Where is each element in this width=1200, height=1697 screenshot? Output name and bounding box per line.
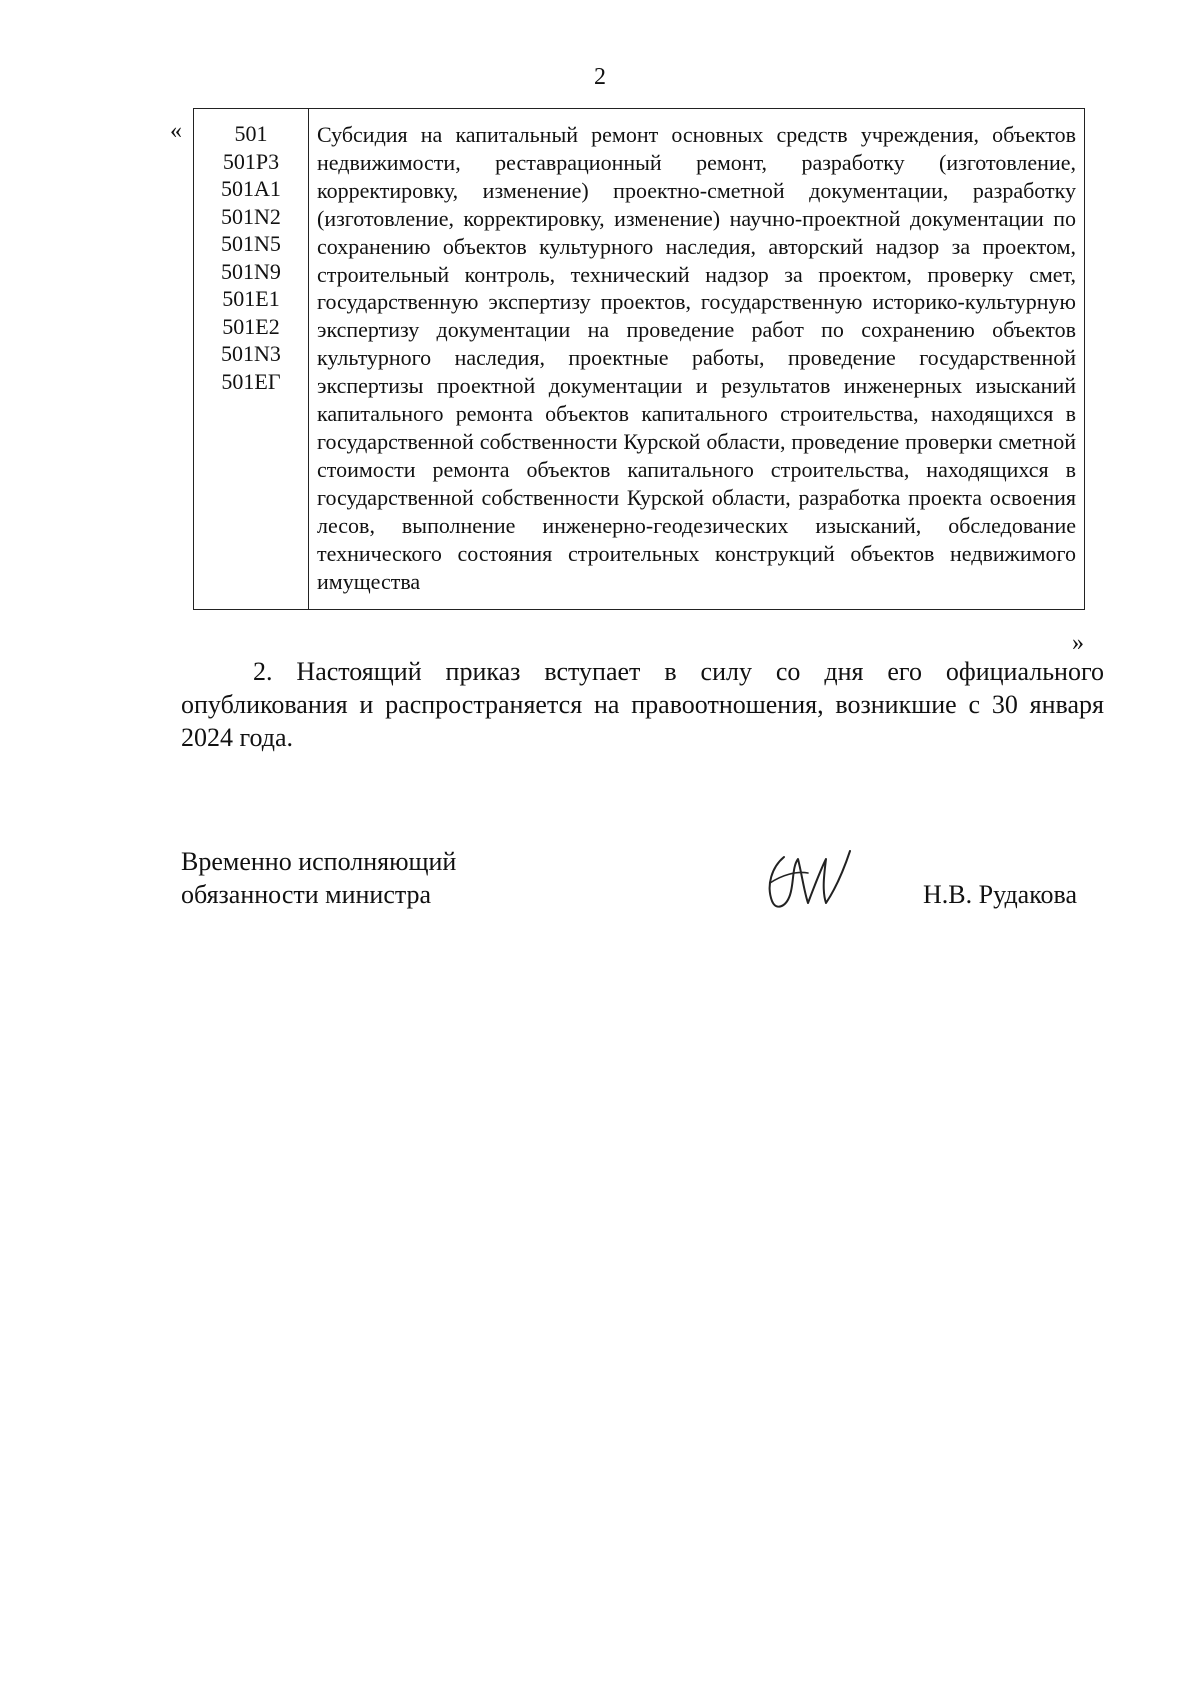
- description-cell: Субсидия на капитальный ремонт основных средств учреждения, объектов недвижимости, реставрационный ремонт, разработку (изготовление, корректировку, изменение) проектно-сметной документации, разработку (изготовление, корректировку, изменение) научно-проектной документации по сохранению объектов культурного наследия, авторский надзор за проектом, строительный контроль, технический надзор за проектом, проверку смет, государственную экспертизу проектов, государственную историко-культурную экспертизу документации на проведение работ по сохранению объектов культурного наследия, проектные работы, проведение государственной экспертизы проектной документации и результатов инженерных изысканий капитального ремонта объектов капитального строительства, находящихся в государственной собственности Курской области, проведение проверки сметной стоимости ремонта объектов капитального строительства, находящихся в государственной собственности Курской области, разработка проекта освоения лесов, выполнение инженерно-геодезических изысканий, обследование технического состояния строительных конструкций объектов недвижимого имущества: [309, 109, 1085, 610]
- code-item: 501ЕГ: [221, 368, 281, 394]
- codes-cell: [194, 109, 309, 610]
- code-item: 501N2: [221, 203, 281, 229]
- code-item: 501Е2: [222, 313, 280, 339]
- open-quote: «: [170, 118, 182, 144]
- signer-position: [181, 845, 456, 911]
- table-row: [194, 109, 1085, 610]
- signer-name: Н.В. Рудакова: [923, 880, 1077, 909]
- position-line-2: обязанности министра: [181, 880, 432, 909]
- page-number: 2: [594, 64, 606, 90]
- handwritten-signature: [762, 845, 854, 913]
- code-item: 501А1: [221, 176, 281, 201]
- code-item: 501N3: [221, 341, 281, 366]
- position-line-1: Временно исполняющий: [181, 847, 457, 876]
- code-item: 501Р3: [222, 148, 280, 174]
- paragraph-2: 2. Настоящий приказ вступает в силу со дня его официального опубликования и распространяется на правоотношения, возникшие с 30 января 2024 года.: [181, 657, 1104, 752]
- code-item: 501: [234, 121, 268, 146]
- code-item: 501N9: [221, 258, 281, 284]
- close-quote: »: [1072, 630, 1084, 656]
- budget-code-table: [193, 108, 1085, 610]
- code-item: 501Е1: [222, 286, 280, 311]
- code-item: 501N5: [221, 231, 281, 256]
